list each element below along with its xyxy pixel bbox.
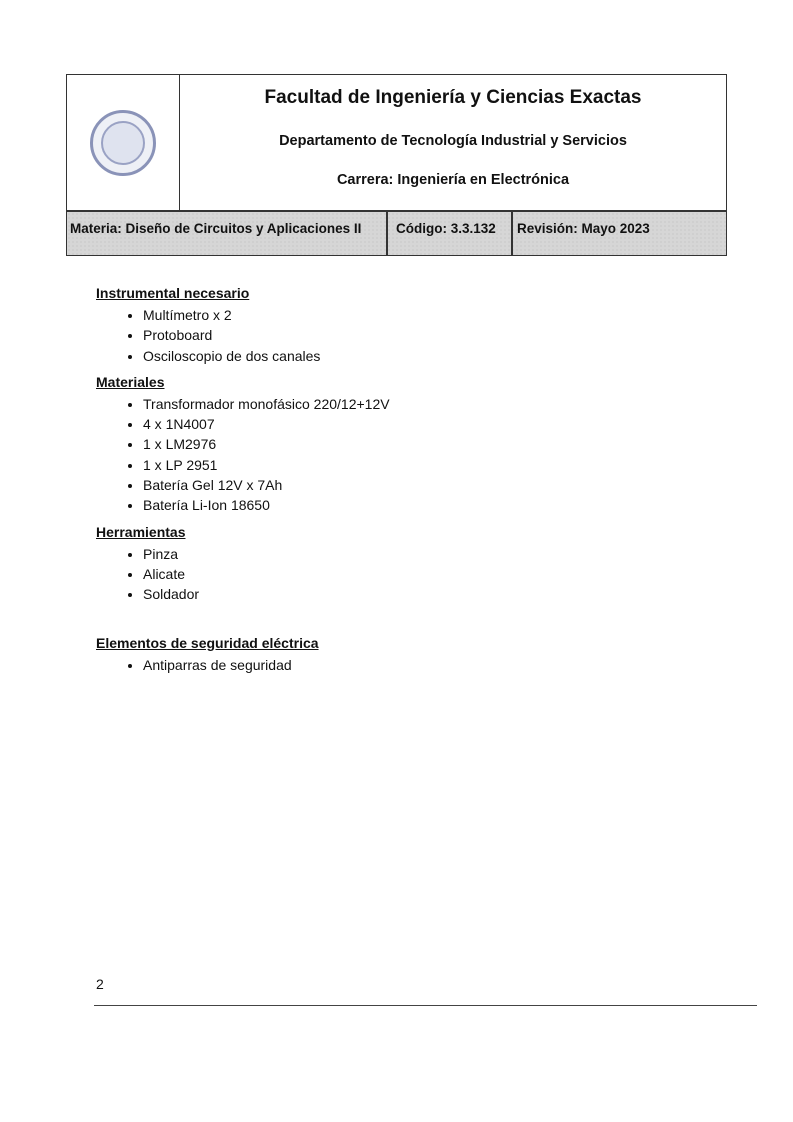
content (96, 285, 390, 683)
list-item: • 1 x LM2976 (143, 434, 390, 454)
titles-cell (180, 75, 726, 210)
bullet-list (96, 655, 390, 675)
list-item: • Alicate (143, 564, 390, 584)
footer-divider (94, 1005, 757, 1006)
section-heading: Instrumental necesario (96, 285, 250, 301)
department-title: Departamento de Tecnología Industrial y Servicios (279, 133, 627, 149)
list-item: • Osciloscopio de dos canales (143, 346, 390, 366)
list-item: • Batería Gel 12V x 7Ah (143, 475, 390, 495)
list-item: • Soldador (143, 584, 390, 604)
bullet-list (96, 544, 390, 605)
list-item: • 1 x LP 2951 (143, 455, 390, 475)
bullet-list (96, 305, 390, 366)
section-heading: Elementos de seguridad eléctrica (96, 634, 319, 651)
page-number: 2 (96, 976, 104, 992)
info-row (67, 210, 726, 255)
subject-cell: Materia: Diseño de Circuitos y Aplicaciones II (67, 212, 388, 255)
university-seal-logo (90, 110, 156, 176)
list-item: • Batería Li-Ion 18650 (143, 495, 390, 515)
list-item: • Antiparras de seguridad (143, 655, 390, 675)
list-item: • 4 x 1N4007 (143, 414, 390, 434)
section-heading: Herramientas (96, 523, 186, 540)
section-heading: Materiales (96, 373, 165, 390)
revision-cell: Revisión: Mayo 2023 (517, 221, 650, 236)
code-cell: Código: 3.3.132 (388, 212, 513, 255)
bullet-list (96, 394, 390, 516)
career-title: Carrera: Ingeniería en Electrónica (336, 172, 570, 188)
faculty-title: Facultad de Ingeniería y Ciencias Exactas (264, 87, 642, 108)
logo-cell (67, 75, 180, 210)
list-item: • Pinza (143, 544, 390, 564)
list-item: • Transformador monofásico 220/12+12V (143, 394, 390, 414)
list-item: • Multímetro x 2 (143, 305, 390, 325)
header-table (66, 74, 727, 256)
list-item: • Protoboard (143, 325, 390, 345)
